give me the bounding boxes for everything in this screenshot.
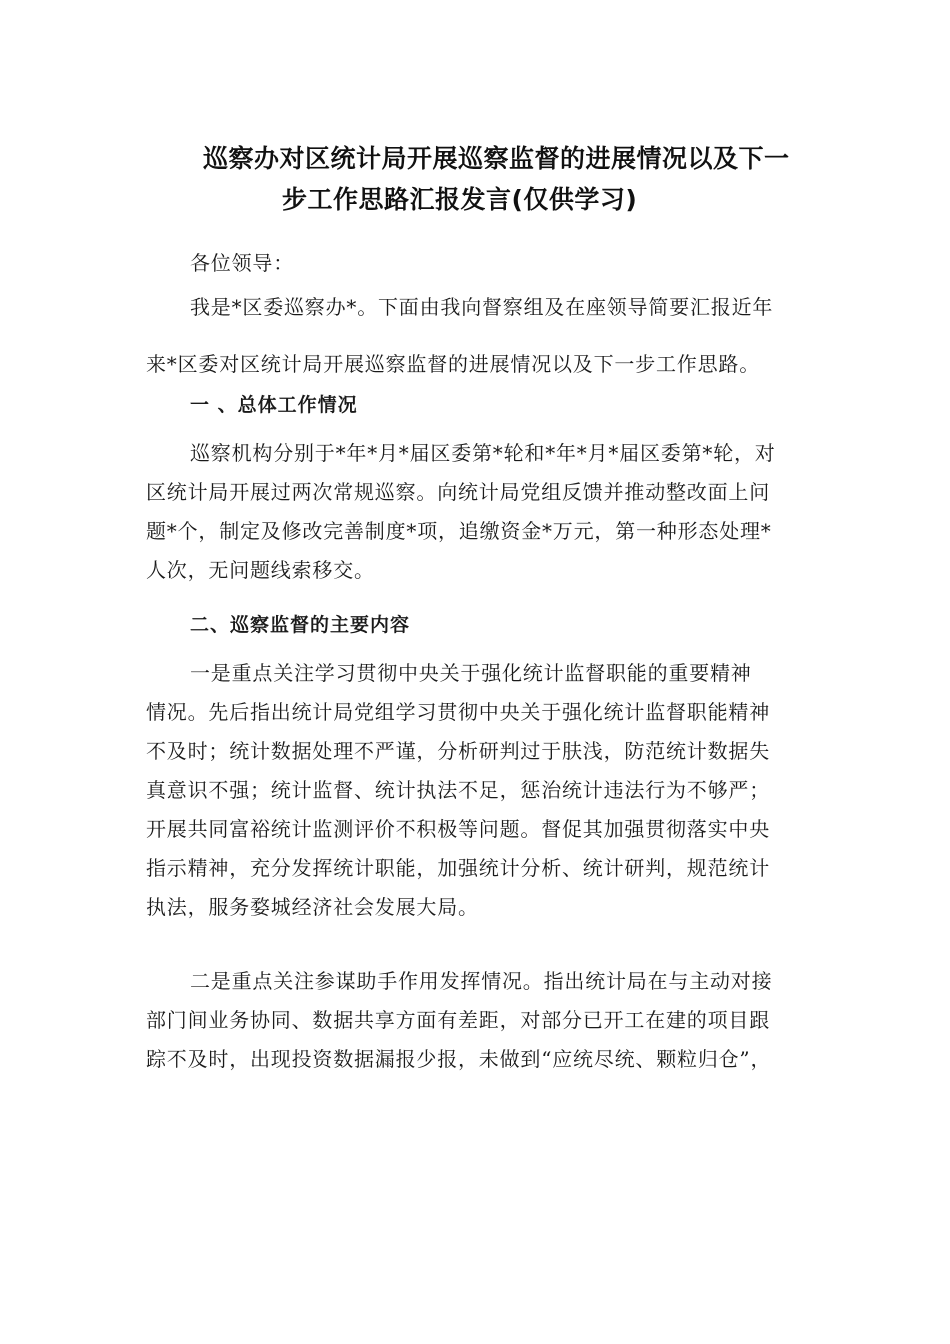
intro-line: 来*区委对区统计局开展巡察监督的进展情况以及下一步工作思路。 [146,352,760,376]
paragraph-line: 一是重点关注学习贯彻中央关于强化统计监督职能的重要精神 [190,661,752,685]
paragraph-line: 题*个，制定及修改完善制度*项，追缴资金*万元，第一种形态处理* [146,519,772,543]
title-line-1: 巡察办对区统计局开展巡察监督的进展情况以及下一 [203,144,790,173]
paragraph-line: 真意识不强；统计监督、统计执法不足，惩治统计违法行为不够严； [146,778,770,802]
paragraph-line: 指示精神，充分发挥统计职能，加强统计分析、统计研判，规范统计 [146,856,770,880]
intro-line: 我是*区委巡察办*。下面由我向督察组及在座领导简要汇报近年 [190,295,774,319]
section-2-heading: 二、巡察监督的主要内容 [190,614,411,636]
paragraph-line: 踪不及时，出现投资数据漏报少报，未做到“应统尽统、颗粒归仓”， [146,1047,772,1071]
title-line-2: 步工作思路汇报发言(仅供学习) [282,185,638,214]
paragraph-line: 二是重点关注参谋助手作用发挥情况。指出统计局在与主动对接 [190,969,773,993]
salutation: 各位领导： [190,251,294,275]
paragraph-line: 部门间业务协同、数据共享方面有差距，对部分已开工在建的项目跟 [146,1008,770,1032]
section-1-heading: 一 、总体工作情况 [190,394,358,416]
paragraph-line: 情况。先后指出统计局党组学习贯彻中央关于强化统计监督职能精神 [146,700,770,724]
section-2-paragraph-1 [146,654,804,927]
document-title [145,138,805,220]
section-1-paragraph [146,434,804,590]
intro-paragraph [146,288,804,384]
paragraph-line: 人次，无问题线索移交。 [146,558,375,582]
paragraph-line: 区统计局开展过两次常规巡察。向统计局党组反馈并推动整改面上问 [146,480,770,504]
paragraph-line: 执法，服务婺城经济社会发展大局。 [146,895,479,919]
paragraph-line: 巡察机构分别于*年*月*届区委第*轮和*年*月*届区委第*轮，对 [190,441,776,465]
section-2-paragraph-2 [146,962,804,1079]
paragraph-line: 开展共同富裕统计监测评价不积极等问题。督促其加强贯彻落实中央 [146,817,770,841]
paragraph-line: 不及时；统计数据处理不严谨，分析研判过于肤浅，防范统计数据失 [146,739,770,763]
